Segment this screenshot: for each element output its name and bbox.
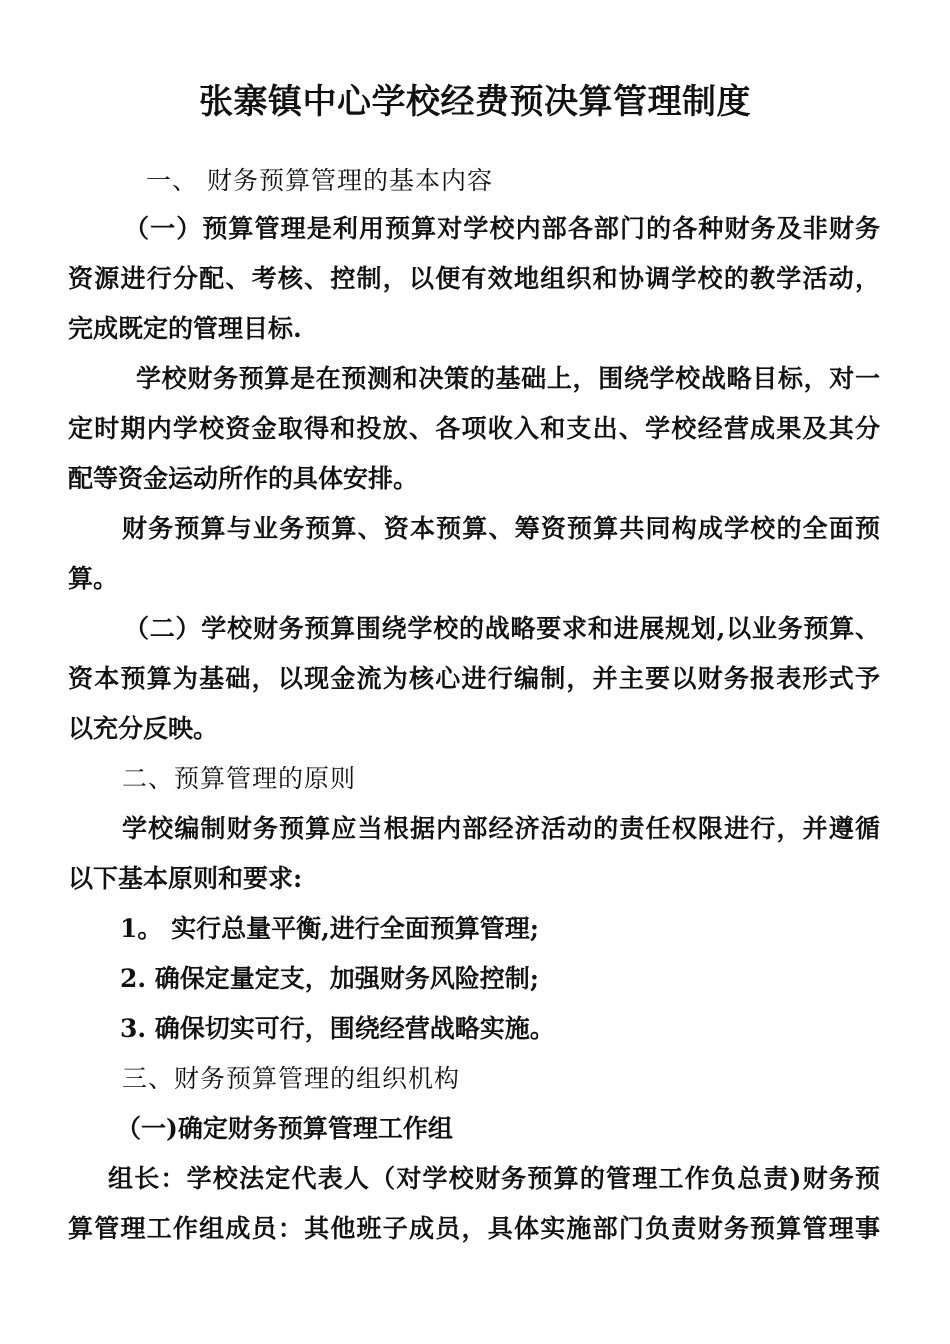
document-title: 张寨镇中心学校经费预决算管理制度 bbox=[199, 82, 751, 122]
paragraph-line: 以充分反映。 bbox=[68, 714, 219, 743]
paragraph-line: 组长：学校法定代表人（对学校财务预算的管理工作负总责)财务预 bbox=[108, 1164, 880, 1193]
paragraph-line: 算管理工作组成员：其他班子成员，具体实施部门负责财务预算管理事 bbox=[68, 1214, 880, 1243]
list-item: 1。 实行总量平衡,进行全面预算管理; bbox=[120, 914, 540, 943]
paragraph-line: 算。 bbox=[68, 564, 119, 593]
section-heading-3: 三、财务预算管理的组织机构 bbox=[122, 1064, 461, 1093]
paragraph-line: 配等资金运动所作的具体安排。 bbox=[68, 464, 419, 493]
paragraph-line: 资本预算为基础，以现金流为核心进行编制，并主要以财务报表形式予 bbox=[68, 664, 880, 693]
section-heading-1: 一、 财务预算管理的基本内容 bbox=[146, 166, 493, 195]
list-item: 2. 确保定量定支，加强财务风险控制; bbox=[120, 964, 540, 993]
paragraph-line: 资源进行分配、考核、控制，以便有效地组织和协调学校的教学活动， bbox=[68, 264, 880, 293]
paragraph-line: 完成既定的管理目标. bbox=[68, 314, 302, 343]
paragraph-line: 财务预算与业务预算、资本预算、筹资预算共同构成学校的全面预 bbox=[122, 514, 880, 543]
list-item: 3. 确保切实可行，围绕经营战略实施。 bbox=[120, 1014, 555, 1043]
paragraph-line: 学校编制财务预算应当根据内部经济活动的责任权限进行，并遵循 bbox=[122, 814, 880, 843]
paragraph-line: 以下基本原则和要求: bbox=[68, 864, 303, 893]
paragraph-line: 定时期内学校资金取得和投放、各项收入和支出、学校经营成果及其分 bbox=[68, 414, 880, 443]
paragraph-line: （二）学校财务预算围绕学校的战略要求和进展规划,以业务预算、 bbox=[124, 614, 880, 643]
section-heading-2: 二、预算管理的原则 bbox=[122, 764, 357, 793]
paragraph-line: （一）预算管理是利用预算对学校内部各部门的各种财务及非财务 bbox=[124, 214, 880, 243]
paragraph-line: 学校财务预算是在预测和决策的基础上，围绕学校战略目标，对一 bbox=[136, 364, 880, 393]
subsection-heading: （一)确定财务预算管理工作组 bbox=[116, 1114, 453, 1143]
